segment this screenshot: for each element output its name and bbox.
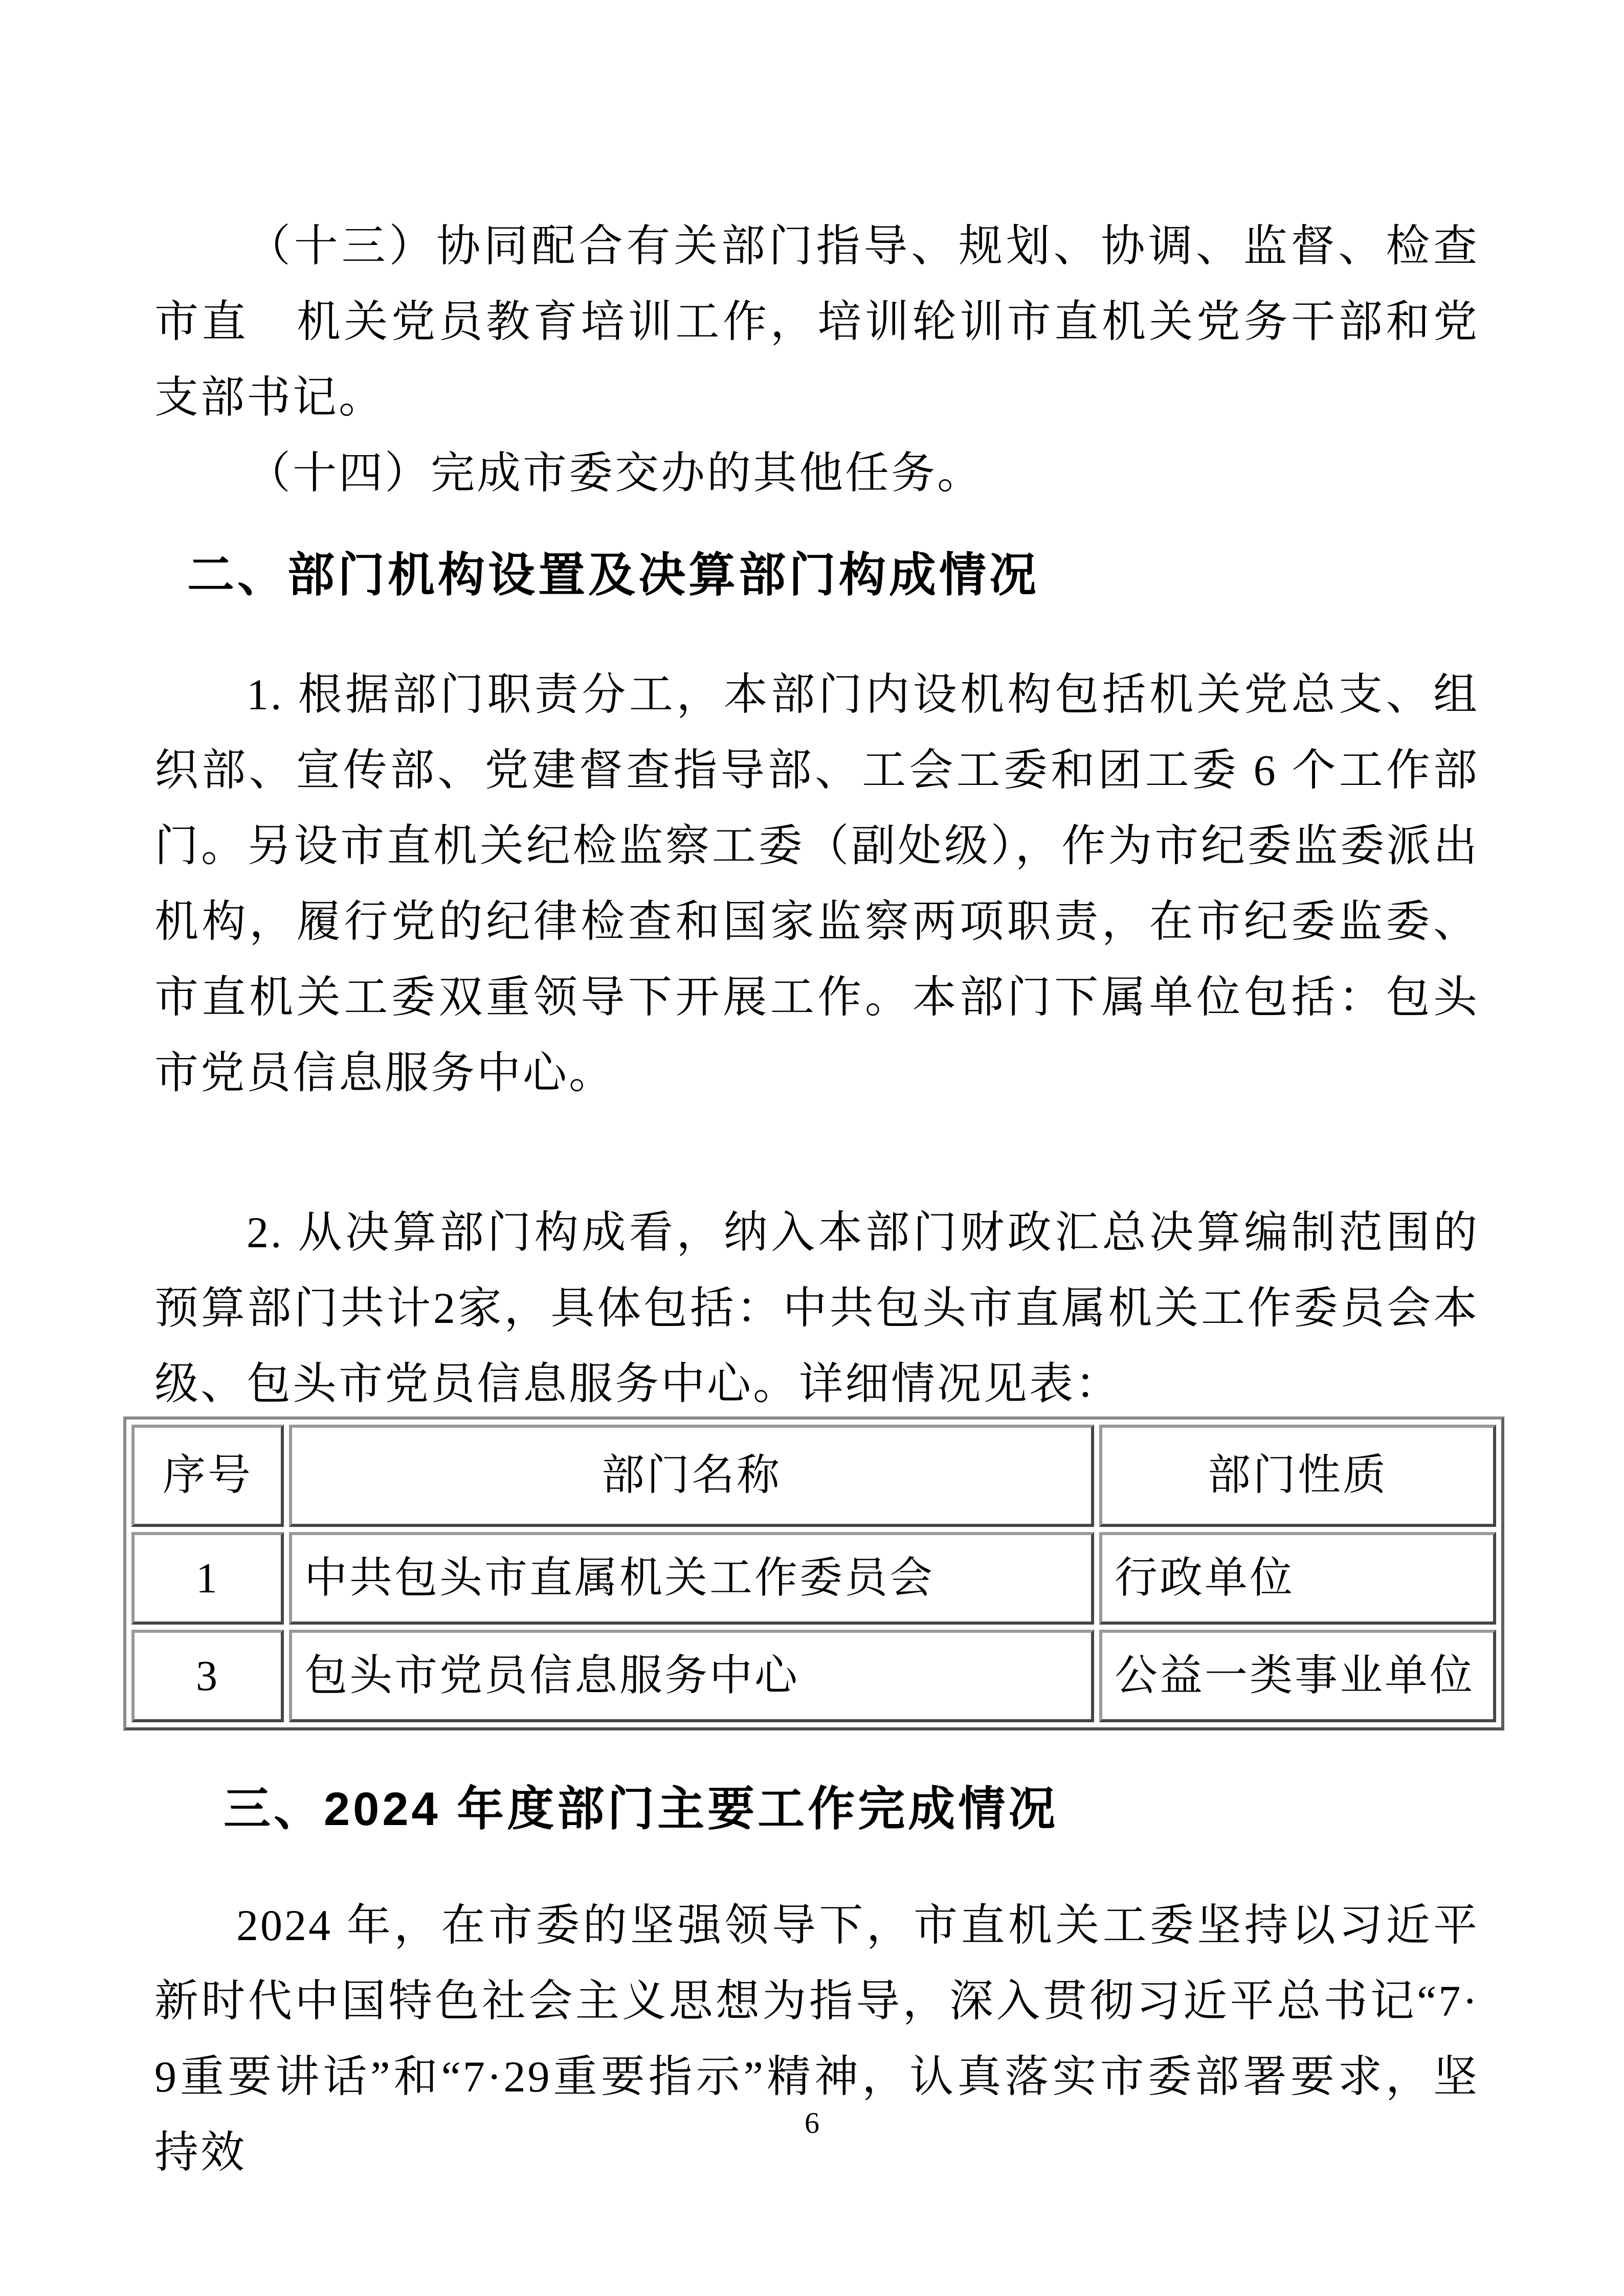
table-cell-index: 1 — [131, 1532, 284, 1625]
table-header-nature: 部门性质 — [1099, 1425, 1496, 1527]
paragraph-internal-org: 1. 根据部门职责分工，本部门内设机构包括机关党总支、组织部、宣传部、党建督查指导部、工会工委和团工委 6 个工作部门。另设市直机关纪检监察工委（副处级），作为市纪委监委派出机构，履行党的纪律检查和国家监察两项职责，在市纪委监委、市直机关工委双重领导下开展工作。本部门下属单位包括：包头市党员信息服务中心。 — [154, 670, 1479, 1097]
table-row — [131, 1630, 1496, 1722]
table-header-name: 部门名称 — [289, 1425, 1094, 1527]
table-header-index: 序号 — [131, 1425, 284, 1527]
paragraph-budget-units: 2. 从决算部门构成看，纳入本部门财政汇总决算编制范围的预算部门共计2家，具体包括：中共包头市直属机关工作委员会本级、包头市党员信息服务中心。详细情况见表： — [154, 1208, 1479, 1408]
table-cell-nature: 行政单位 — [1099, 1532, 1496, 1625]
section-heading-3: 三、2024 年度部门主要工作完成情况 — [224, 1783, 1059, 1835]
table-cell-nature: 公益一类事业单位 — [1099, 1630, 1496, 1722]
page-number: 6 — [805, 2106, 819, 2140]
table-row — [131, 1532, 1496, 1625]
table-cell-name: 包头市党员信息服务中心 — [289, 1630, 1094, 1722]
paragraph-item-14: （十四）完成市委交办的其他任务。 — [247, 448, 983, 498]
paragraph-2024-work: 2024 年，在市委的坚强领导下，市直机关工委坚持以习近平新时代中国特色社会主义思想为指导，深入贯彻习近平总书记“7·9重要讲话”和“7·29重要指示”精神，认真落实市委部署要求，坚持效 — [154, 1901, 1479, 2177]
paragraph-item-13: （十三）协同配合有关部门指导、规划、协调、监督、检查市直 机关党员教育培训工作，培训轮训市直机关党务干部和党支部书记。 — [154, 221, 1479, 422]
table-cell-index: 3 — [131, 1630, 284, 1722]
table-cell-name: 中共包头市直属机关工作委员会 — [289, 1532, 1094, 1625]
table-header-row — [131, 1425, 1496, 1527]
section-heading-2: 二、部门机构设置及决算部门构成情况 — [187, 549, 1040, 601]
department-table — [123, 1416, 1504, 1730]
